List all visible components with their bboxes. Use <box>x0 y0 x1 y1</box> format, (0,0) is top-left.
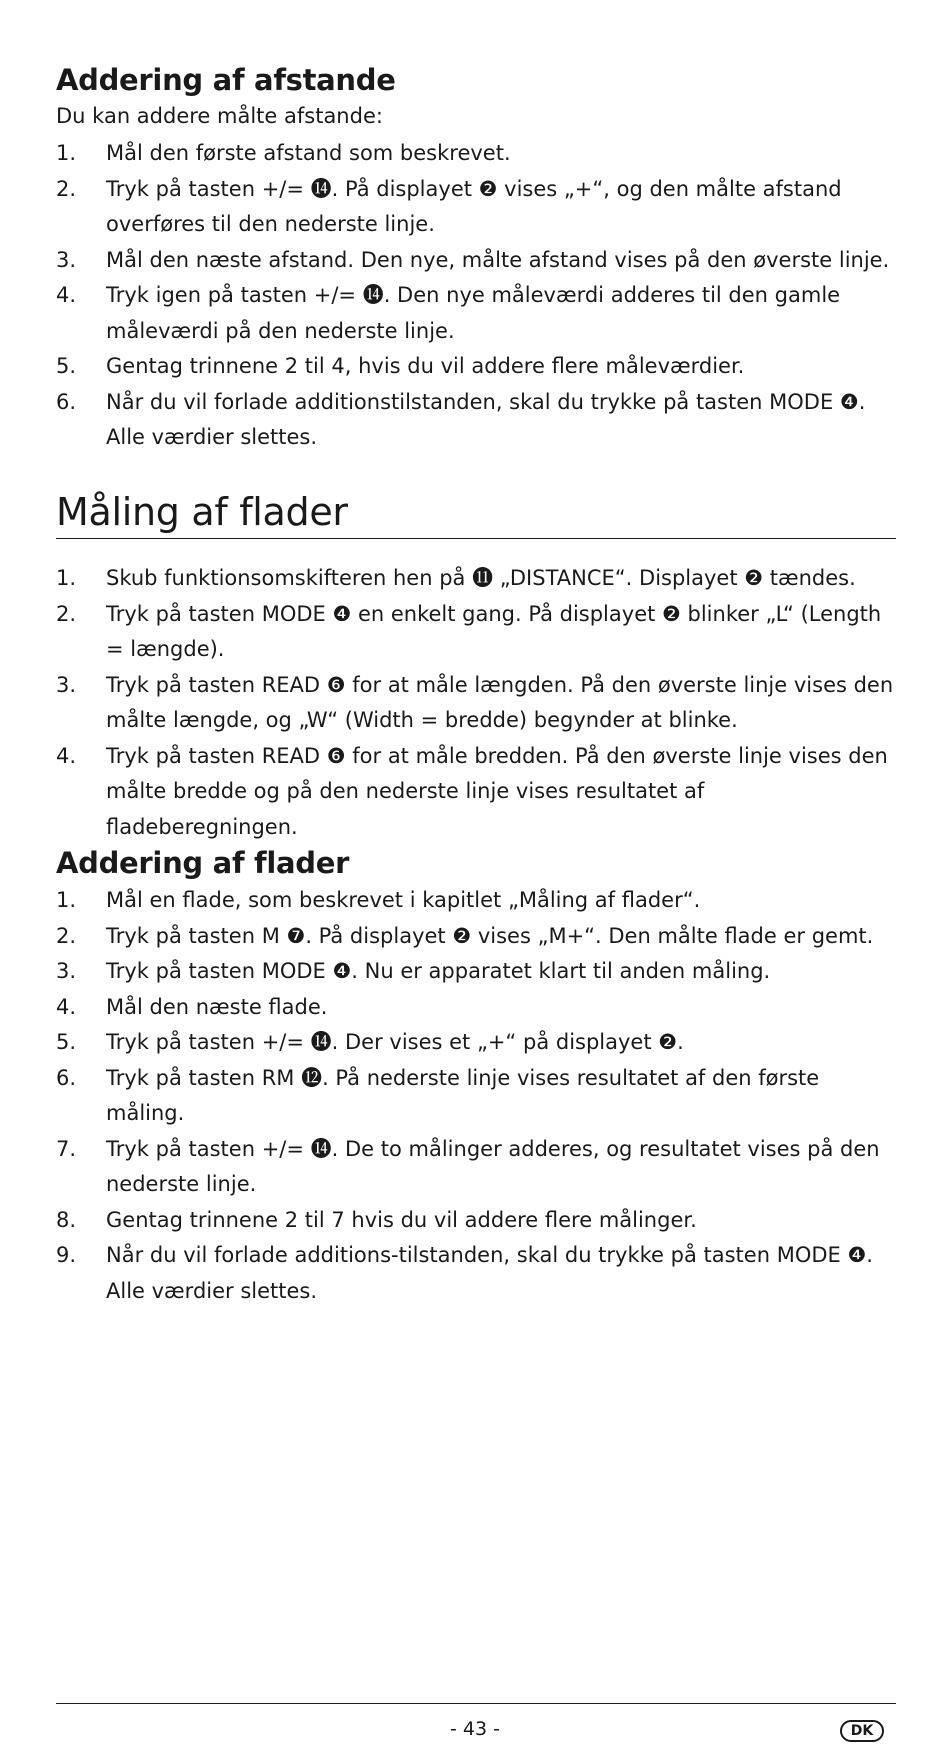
step-text: Gentag trinnene 2 til 7 hvis du vil addere flere målinger. <box>106 1207 697 1232</box>
list-item <box>56 561 901 597</box>
list-item <box>56 243 901 279</box>
list-item <box>56 1025 901 1061</box>
step-number: 7. <box>56 1136 77 1161</box>
step-number: 8. <box>56 1207 77 1232</box>
list-item <box>56 990 901 1026</box>
step-text: Tryk på tasten RM ⓬. På nederste linje vises resultatet af den første måling. <box>106 1065 820 1125</box>
section-heading-addering-af-flader: Addering af flader <box>56 846 350 880</box>
step-text: Mål den næste afstand. Den nye, målte afstand vises på den øverste linje. <box>106 247 890 272</box>
step-text: Tryk igen på tasten +/= ⓮. Den nye måleværdi adderes til den gamle måleværdi på den nederste linje. <box>106 283 841 343</box>
step-number: 6. <box>56 1065 77 1090</box>
step-text: Tryk på tasten +/= ⓮. På displayet ❷ vises „+“, og den målte afstand overføres til den nederste linje. <box>106 176 842 236</box>
step-number: 9. <box>56 1243 77 1267</box>
step-text: Tryk på tasten +/= ⓮. Der vises et „+“ på displayet ❷. <box>106 1030 684 1054</box>
footer-divider <box>56 1703 896 1704</box>
step-number: 5. <box>56 354 77 378</box>
section-heading-addering-af-afstande: Addering af afstande <box>56 63 396 97</box>
list-item <box>56 278 901 349</box>
step-number: 2. <box>56 601 77 626</box>
page-number: - 43 - <box>450 1718 500 1740</box>
steps-list-addering-afstande <box>56 136 901 456</box>
step-text: Tryk på tasten MODE ❹ en enkelt gang. På displayet ❷ blinker „L“ (Length = længde). <box>106 601 882 661</box>
list-item <box>56 385 901 456</box>
step-text: Tryk på tasten READ ❻ for at måle bredden. På den øverste linje vises den målte bredde og på den nederste linje vises resultatet af fladeberegningen. <box>106 743 888 839</box>
step-number: 1. <box>56 566 77 590</box>
step-number: 1. <box>56 141 77 165</box>
list-item <box>56 668 901 739</box>
list-item <box>56 597 901 668</box>
section-intro: Du kan addere målte afstande: <box>56 104 383 128</box>
step-number: 6. <box>56 389 77 414</box>
step-text: Tryk på tasten MODE ❹. Nu er apparatet klart til anden måling. <box>106 959 771 983</box>
step-text: Tryk på tasten M ❼. På displayet ❷ vises „M+“. Den målte flade er gemt. <box>106 923 874 948</box>
language-badge: DK <box>840 1720 884 1742</box>
step-number: 4. <box>56 994 77 1019</box>
list-item <box>56 883 901 919</box>
step-number: 4. <box>56 283 77 307</box>
step-number: 1. <box>56 888 77 912</box>
step-text: Mål den første afstand som beskrevet. <box>106 141 511 165</box>
heading-divider <box>56 538 896 539</box>
step-number: 5. <box>56 1030 77 1054</box>
step-text: Gentag trinnene 2 til 4, hvis du vil addere flere måleværdier. <box>106 354 745 378</box>
list-item <box>56 172 901 243</box>
step-text: Tryk på tasten READ ❻ for at måle længden. På den øverste linje vises den målte længde, og „W“ (Width = bredde) begynder at blinke. <box>106 672 894 732</box>
list-item <box>56 1132 901 1203</box>
step-text: Når du vil forlade additionstilstanden, skal du trykke på tasten MODE ❹. Alle værdier slettes. <box>106 389 866 449</box>
steps-list-maling-flader <box>56 561 901 845</box>
step-number: 2. <box>56 923 77 948</box>
step-text: Skub funktionsomskifteren hen på ⓫ „DISTANCE“. Displayet ❷ tændes. <box>106 566 856 590</box>
step-number: 3. <box>56 959 77 983</box>
list-item <box>56 739 901 846</box>
step-text: Mål den næste flade. <box>106 994 328 1019</box>
list-item <box>56 954 901 990</box>
list-item <box>56 919 901 955</box>
step-number: 4. <box>56 743 77 768</box>
list-item <box>56 1061 901 1132</box>
list-item <box>56 136 901 172</box>
list-item <box>56 1203 901 1239</box>
step-number: 3. <box>56 672 77 697</box>
step-text: Mål en flade, som beskrevet i kapitlet „Måling af flader“. <box>106 888 701 912</box>
list-item <box>56 349 901 385</box>
list-item <box>56 1238 901 1309</box>
step-number: 2. <box>56 176 77 201</box>
step-text: Når du vil forlade additions-tilstanden, skal du trykke på tasten MODE ❹. Alle værdier slettes. <box>106 1243 873 1303</box>
step-text: Tryk på tasten +/= ⓮. De to målinger adderes, og resultatet vises på den nederste linje. <box>106 1136 880 1196</box>
section-heading-maling-af-flader: Måling af flader <box>56 490 348 534</box>
step-number: 3. <box>56 247 77 272</box>
steps-list-addering-flader <box>56 883 901 1309</box>
